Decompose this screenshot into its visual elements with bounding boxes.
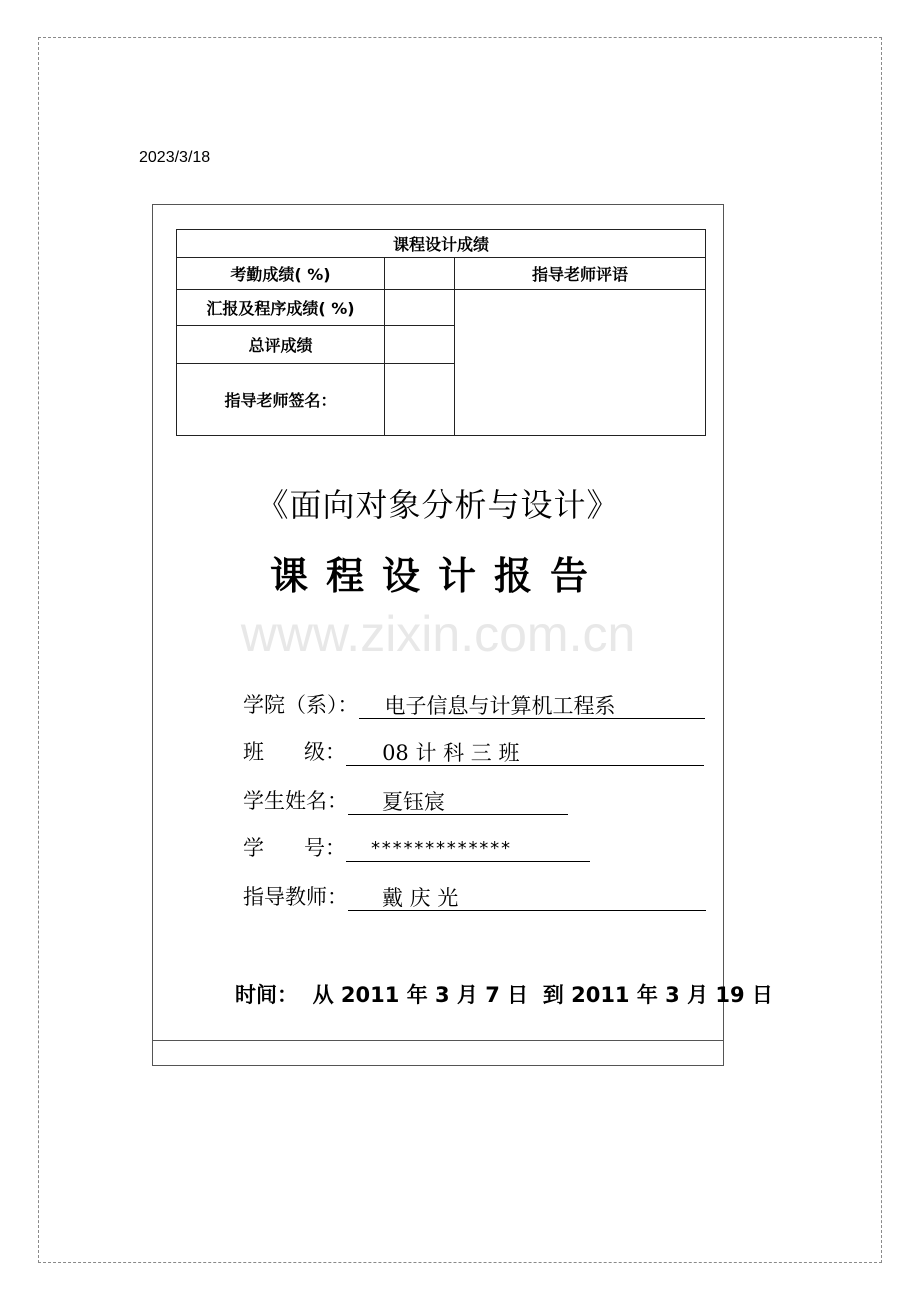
total-label: 总评成绩: [177, 326, 385, 364]
teacher-comment-cell: [455, 290, 706, 436]
grade-table: [176, 229, 706, 436]
attendance-score-cell: [385, 258, 455, 290]
advisor-value: 戴 庆 光: [348, 885, 706, 911]
name-value: 夏钰宸: [348, 789, 568, 815]
college-value: 电子信息与计算机工程系: [359, 693, 705, 719]
signature-label: 指导老师签名：: [177, 364, 385, 436]
report-score-cell: [385, 290, 455, 326]
attendance-label: 考勤成绩( %): [177, 258, 385, 290]
signature-cell: [385, 364, 455, 436]
class-label: 班 级：: [243, 740, 347, 764]
cover-frame: [152, 204, 773, 1066]
total-score-cell: [385, 326, 455, 364]
id-field: [243, 832, 590, 862]
class-field: [243, 736, 704, 766]
report-title: 课程设计报告: [269, 554, 606, 598]
advisor-field: [243, 881, 706, 911]
id-label: 学 号：: [243, 836, 347, 860]
name-field: [243, 785, 568, 815]
college-field: [243, 689, 705, 719]
time-range: 时间： 从 2011 年 3 月 7 日 到 2011 年 3 月 19 日: [235, 983, 773, 1007]
id-value: *************: [346, 836, 590, 862]
college-label: 学院（系）：: [243, 693, 359, 717]
course-title: 《面向对象分析与设计》: [256, 486, 620, 524]
name-label: 学生姓名：: [243, 789, 348, 813]
watermark: www.zixin.com.cn: [240, 606, 636, 662]
teacher-comment-header: 指导老师评语: [455, 258, 706, 290]
report-label: 汇报及程序成绩( %): [177, 290, 385, 326]
grade-table-title: 课程设计成绩: [177, 230, 706, 258]
advisor-label: 指导教师：: [243, 885, 348, 909]
frame-footer-divider: [153, 1040, 723, 1041]
header-date: 2023/3/18: [139, 149, 211, 166]
class-value: 08 计 科 三 班: [346, 740, 704, 766]
